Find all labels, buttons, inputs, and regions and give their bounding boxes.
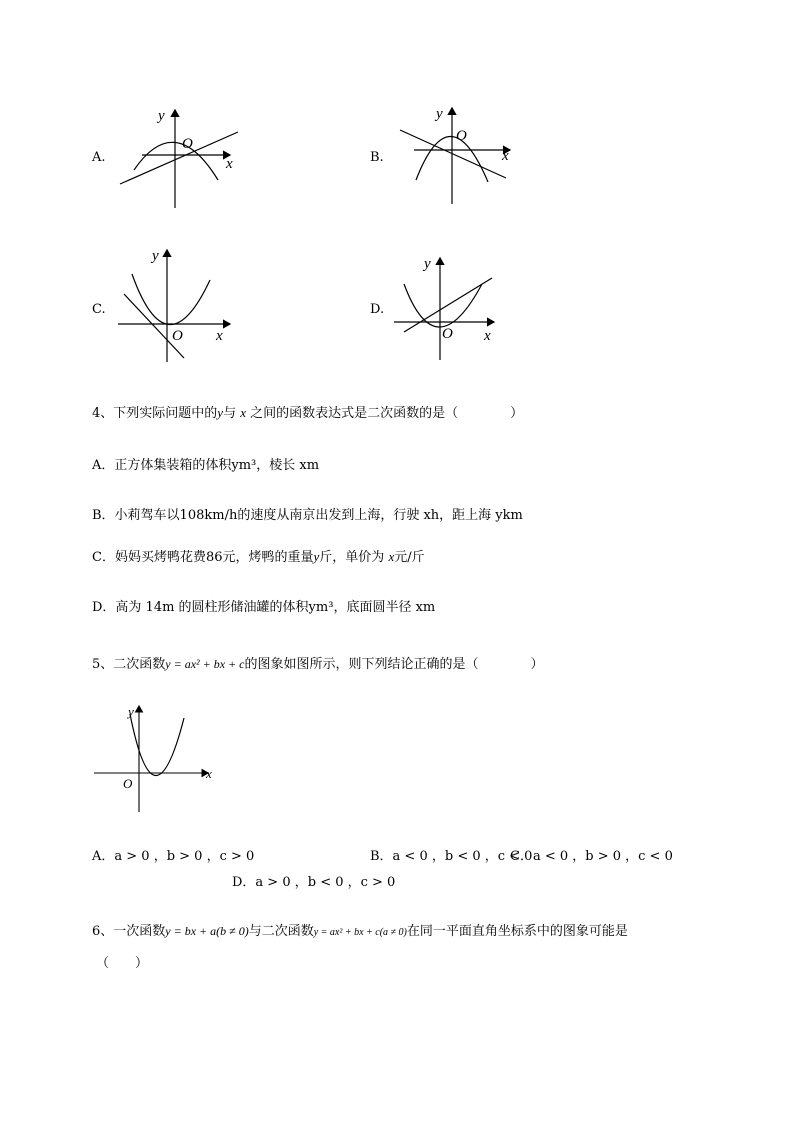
y-axis-label: y [128,704,134,719]
q4-stem: 4、下列实际问题中的y与 x 之间的函数表达式是二次函数的是（ ） [92,405,524,421]
line [404,278,492,332]
q6-stem: 6、一次函数y = bx + a(b ≠ 0)与二次函数y = ax² + bx + c(a ≠ 0)在同一平面直角坐标系中的图象可能是 [92,924,628,939]
option-a-label: A. [92,150,106,165]
origin-label: O [172,328,183,344]
x-axis-label: x [484,328,491,344]
y-axis-label: y [424,256,431,272]
graph-option-c [112,242,242,366]
parabola [132,274,210,325]
y-axis-label: y [436,106,443,122]
q5-option-c: C．a < 0 ，b > 0 ，c < 0 [510,849,673,864]
option-c-label: C. [92,302,106,317]
q4-option-c: C．妈妈买烤鸭花费86元，烤鸭的重量y斤，单价为 x元/斤 [92,549,425,565]
origin-label: O [182,136,193,152]
graph-option-a [112,100,252,212]
q5-option-a: A．a > 0 ，b > 0 ，c > 0 [92,849,255,864]
x-axis-label: x [502,148,509,164]
origin-label: O [123,776,133,791]
q5-graph [90,700,220,816]
q4-option-a: A．正方体集装箱的体积ym³，棱长 xm [92,458,320,473]
line [120,132,238,184]
line [124,294,184,358]
x-axis-label: x [226,156,233,172]
parabola [130,714,184,776]
parabola [404,284,482,327]
graph-option-b [392,100,522,210]
q5-stem: 5、二次函数y = ax² + bx + c的图象如图所示，则下列结论正确的是（ ） [92,657,544,672]
q4-option-d: D．高为 14m 的圆柱形储油罐的体积ym³，底面圆半径 xm [92,600,436,615]
q5-option-d: D．a > 0 ，b < 0 ，c > 0 [232,875,396,890]
option-b-label: B. [370,150,384,165]
origin-label: O [442,326,453,342]
option-d-label: D. [370,302,385,317]
origin-label: O [456,128,467,144]
y-axis-label: y [158,108,165,124]
x-axis-label: x [216,328,223,344]
parabola [134,142,218,180]
q4-option-b: B．小莉驾车以108km/h的速度从南京出发到上海，行驶 xh，距上海 ykm [92,508,523,523]
x-axis-label: x [206,766,212,781]
q6-answer-blank: （ ） [96,956,149,971]
q5-option-b: B．a < 0 ，b < 0 ，c < 0 [370,849,533,864]
graph-option-d [392,250,504,362]
y-axis-label: y [152,248,159,264]
